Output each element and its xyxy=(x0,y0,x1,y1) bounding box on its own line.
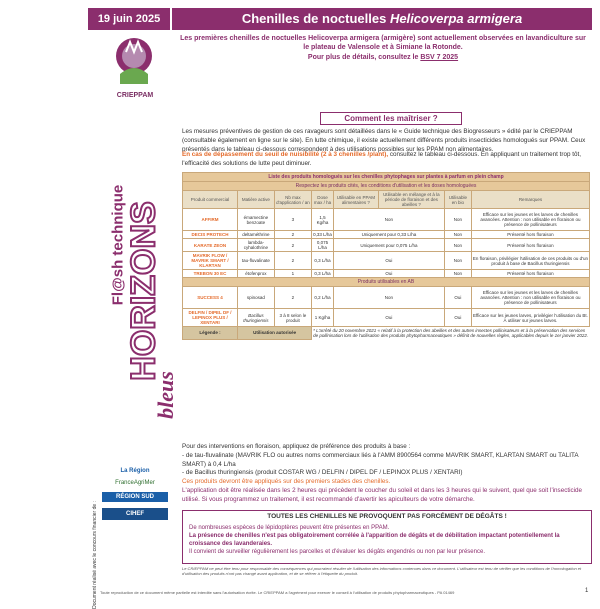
warning-line: La présence de chenilles n'est pas obligatoirement corrélée à l'apparition de dégâts et de débilitation impactant potentiellement la croissance des lavanderaies. xyxy=(189,533,560,548)
table-cell: Oui xyxy=(333,270,444,278)
table-row xyxy=(183,270,590,278)
flowering-intro: Pour des interventions en floraison, appliquez de préférence des produits à base : xyxy=(182,443,411,450)
table-cell: Uniquement pour 0,33 L/ha xyxy=(333,231,444,239)
intro-more xyxy=(178,53,588,62)
organic-separator: Produits utilisables en AB xyxy=(183,278,590,287)
bleus-label: bleus xyxy=(153,371,178,419)
table-cell: SUCCESS 4 xyxy=(183,287,238,309)
title-main: Chenilles de noctuelles xyxy=(241,11,387,26)
funding-label: Document réalisé avec le concours financier de : xyxy=(92,501,98,609)
table-cell: TREBON 30 EC xyxy=(183,270,238,278)
table-header: Remarques xyxy=(471,191,589,209)
table-cell: 2 xyxy=(274,239,311,252)
table-subcaption: Respectez les produits cités, les conditions d'utilisation et les doses homologuées xyxy=(183,182,590,191)
table-header: Utilisable en bio xyxy=(444,191,471,209)
paragraph-threshold xyxy=(182,151,590,169)
warning-title: TOUTES LES CHENILLES NE PROVOQUENT PAS FORCÉMENT DE DÉGÂTS ! xyxy=(267,513,507,520)
table-cell: Non xyxy=(333,287,444,309)
table-cell: 2 xyxy=(274,252,311,270)
table-cell: 2 xyxy=(274,231,311,239)
table-cell: En floraison, privilégier l'utilisation de ces produits ou d'un produit à base de Bacillus thuringiensis xyxy=(471,252,589,270)
page-number: 1 xyxy=(585,588,589,594)
table-cell: Efficace sur les jeunes et les larves de chenilles avancées. Attention : non utilisable en floraison ou présence de pollinisateurs xyxy=(471,287,589,309)
table-caption: Liste des produits homologués sur les chenilles phytophages sur plantes à parfum en plein champ xyxy=(183,173,590,182)
table-cell: Présenté hors floraison xyxy=(471,239,589,252)
intro-text: Les premières chenilles de noctuelles Helicoverpa armigera (armigère) sont actuellement observées en lavandiculture sur le plateau de Valensole et à Simiane la Rotonde. xyxy=(180,35,586,52)
stage-note: Ces produits devront être appliqués sur des premiers stades des chenilles. xyxy=(182,478,391,486)
partner-logo: CIHEF xyxy=(102,508,168,520)
table-cell: 0,3 L/ha xyxy=(312,270,334,278)
table-cell: spinosad xyxy=(238,287,275,309)
flash-technique-label: Fl@sh technique xyxy=(109,184,127,306)
table-cell: Efficace sur les jeunes larves, privilégier l'utilisation du Bt. À utiliser sur jeunes larves. xyxy=(471,309,589,327)
table-cell: 0,33 L/ha xyxy=(313,232,332,237)
partner-logo: FranceAgriMer xyxy=(115,480,155,486)
table-row xyxy=(183,239,590,252)
table-cell: Non xyxy=(444,209,471,231)
table-cell: AFFIRM xyxy=(183,209,238,231)
table-cell: 1 xyxy=(274,270,311,278)
table-cell: tau-fluvalinate xyxy=(238,252,275,270)
table-cell: Oui xyxy=(333,309,444,327)
footer: Toute reproduction de ce document même partielle est interdite sans l'autorisation écrite. Le CRIEPPAM a l'agrément pour exercer le conseil à l'utilisation de produits phytopharmaceutiques - PA 01469 xyxy=(100,590,455,595)
table-cell: KARATE ZEON xyxy=(183,239,238,252)
warning-body xyxy=(189,524,585,556)
table-header: Utilisable en mélange et à la période de floraison et des abeilles ? xyxy=(378,191,444,209)
products-table xyxy=(182,172,590,340)
crieppam-logo-icon xyxy=(110,34,158,90)
table-row xyxy=(183,309,590,327)
table-cell: deltaméthrine xyxy=(238,231,275,239)
table-cell: Efficace sur les jeunes et les larves de chenilles avancées. Attention : non utilisable en floraison ou présence de pollinisateurs xyxy=(471,209,589,231)
table-cell: Oui xyxy=(333,252,444,270)
disclaimer: Le CRIEPPAM ne peut être tenu pour responsable des conséquences qui pourraient résulter de l'utilisation des informations contenues dans ce document. L'utilisateur est tenu de vérifier que les conditions de l'homologation et d'utilisation des produits n'ont pas changé avant application, et de se référer à l'étiquette du produit. xyxy=(182,566,582,577)
partner-logo: La Région xyxy=(120,468,150,474)
table-header: Utilisable en PPAM alimentaires ? xyxy=(333,191,378,209)
table-cell: DECIS PROTECH xyxy=(183,231,238,239)
table-cell: Uniquement pour 0,075 L/ha xyxy=(333,239,444,252)
table-cell: Non xyxy=(444,252,471,270)
table-row xyxy=(183,231,590,239)
table-cell: 3 xyxy=(274,209,311,231)
flowering-item-1: - de tau-fluvalinate (MAVRIK FLO ou autres noms commerciaux liés à l'AMM 8900564 comme MAVRIK SMART, KLARTAN SMART ou TALITA SMART) à 0,4 L/ha xyxy=(182,451,579,468)
table-cell: étofenprox xyxy=(238,270,275,278)
table-cell: 1,5 Kg/ha xyxy=(312,209,334,231)
page-title xyxy=(172,8,592,30)
funding-note xyxy=(88,501,102,609)
table-cell: 1 Kg/ha xyxy=(312,309,334,327)
warning-line: Il convient de surveiller régulièrement les parcelles et d'évaluer les dégâts engendrés ou non par leur présence. xyxy=(189,549,485,556)
table-cell: Non xyxy=(444,231,471,239)
paragraph-prevention: Les mesures préventives de gestion de ces ravageurs sont détaillées dans le « Guide technique des Biogresseurs » édité par le CRIEPPAM (consultable également en ligne sur le site). En lutte chimique, il existe actuellement différents produits insecticides homologués sur PPAM. Ceux présentés dans le tableau ci-dessous correspondent à des utilisations possibles sur les PPAM non alimentaires. xyxy=(182,128,586,153)
table-cell: lambda-cyhalothrine xyxy=(238,239,275,252)
vertical-banner xyxy=(109,120,178,450)
intro-more-text: Pour plus de détails, consultez le xyxy=(307,53,419,61)
threshold-highlight: En cas de dépassement du seuil de nuisibilité (2 à 3 chenilles /plant), xyxy=(182,151,389,158)
title-species: Helicoverpa armigera xyxy=(389,11,523,26)
table-cell: 0,2 L/ha xyxy=(312,287,334,309)
table-row xyxy=(183,252,590,270)
table-cell: Présenté hors floraison xyxy=(471,270,589,278)
intro-block xyxy=(178,34,588,62)
paragraph-flowering xyxy=(182,443,590,505)
table-header: Matière active xyxy=(238,191,275,209)
legend-value: Utilisation autorisée xyxy=(238,327,312,340)
table-cell: Présenté hors floraison xyxy=(471,231,589,239)
table-cell: Bacillus thuringiensis xyxy=(238,309,275,327)
table-cell: Non xyxy=(333,209,444,231)
threshold-text: consultez le tableau ci-dessous. En appliquant un traitement trop tôt, l'efficacité des solutions de lutte peut diminuer. xyxy=(182,151,581,167)
table-header: Nb max d'application / an xyxy=(274,191,311,209)
table-cell: 2 xyxy=(274,287,311,309)
table-row xyxy=(183,287,590,309)
warning-line: De nombreuses espèces de lépidoptères peuvent être présentes en PPAM. xyxy=(189,525,390,531)
horizons-label: HORIZONS xyxy=(124,201,163,381)
application-note: L'application doit être réalisée dans les 2 heures qui précèdent le coucher du soleil et dans les 3 heures qui le suivent, quel que soit l'insecticide utilisé. Si vous programmez un traitement, il est recommandé d'avertir les apiculteurs de votre démarche. xyxy=(182,487,583,503)
table-header: Dose max / ha xyxy=(312,191,334,209)
legend-label: Légende : xyxy=(183,327,238,340)
section-title: Comment les maîtriser ? xyxy=(320,112,462,125)
issue-date: 19 juin 2025 xyxy=(88,8,170,30)
table-cell: 3 à 8 selon le produit xyxy=(274,309,311,327)
table-cell: 0,3 L/ha xyxy=(312,252,334,270)
partner-logo: RÉGION SUD xyxy=(102,492,168,502)
table-row xyxy=(183,209,590,231)
table-cell: DELFIN / DIPEL DF / LEPINOX PLUS / XENTARI xyxy=(183,309,238,327)
table-cell: Oui xyxy=(444,309,471,327)
table-cell: Non xyxy=(444,239,471,252)
table-cell: MAVRIK FLOW / MAVRIK SMART / KLARTAN xyxy=(183,252,238,270)
table-cell: Oui xyxy=(444,287,471,309)
warning-box xyxy=(182,510,592,564)
partner-logos xyxy=(102,468,168,526)
table-cell: émamectine benzoate xyxy=(238,209,275,231)
bsv-link[interactable]: BSV 7 2025 xyxy=(420,53,459,61)
table-cell: Non xyxy=(444,270,471,278)
table-header: Produit commercial xyxy=(183,191,238,209)
flowering-item-2: - de Bacillus thuringiensis (produit COSTAR WG / DELFIN / DIPEL DF / LEPINOX PLUS / XENTARI) xyxy=(182,469,463,477)
table-note: * L'arrêté du 20 novembre 2021 « relatif à la protection des abeilles et des autres insectes pollinisateurs et à la préservation des services de pollinisation lors de l'utilisation des produits phytopharmaceutiques » définit de nouvelles règles, applicables depuis le 1er janvier 2022. xyxy=(313,328,589,338)
table-cell: 0,075 L/ha xyxy=(312,239,334,252)
logo-label: CRIEPPAM xyxy=(116,92,154,99)
